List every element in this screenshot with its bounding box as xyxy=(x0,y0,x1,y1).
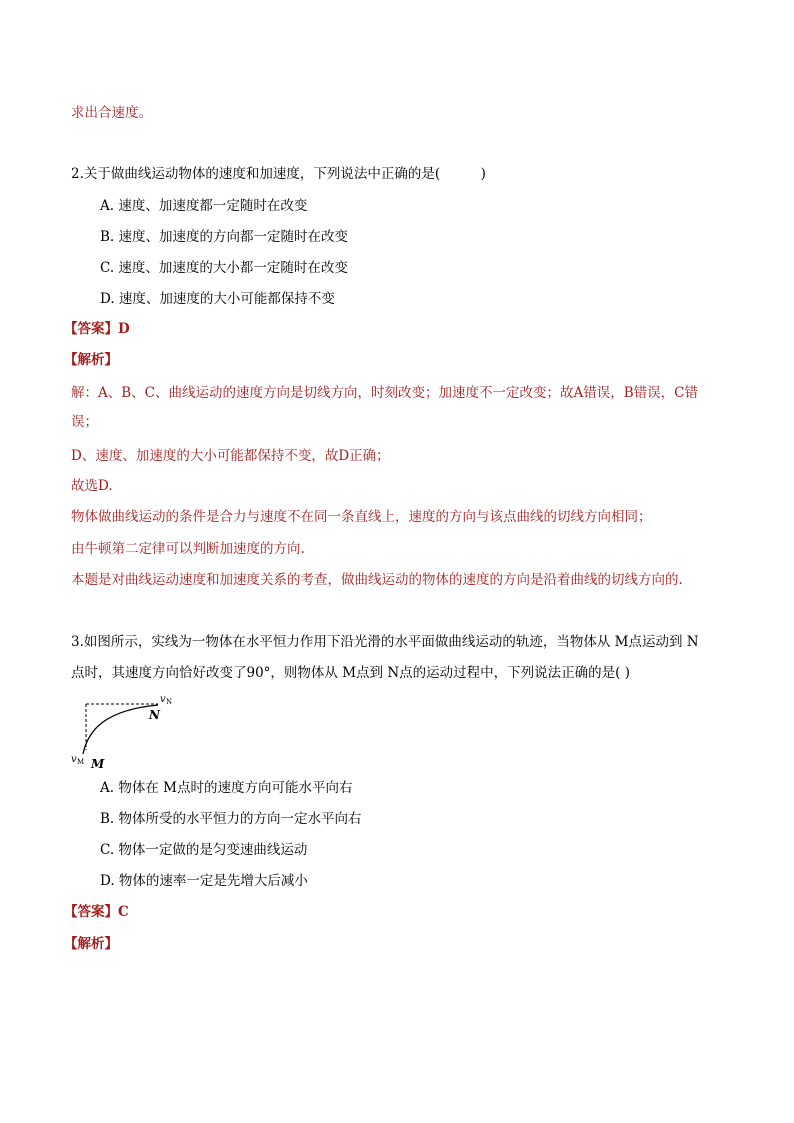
q2-analysis-1: 解：A、B、C、曲线运动的速度方向是切线方向，时刻改变；加速度不一定改变；故A错误，B错误，C错 xyxy=(71,385,698,401)
q2-option-c: C. 速度、加速度的大小都一定随时在改变 xyxy=(100,260,348,276)
q3-option-c: C. 物体一定做的是匀变速曲线运动 xyxy=(100,842,308,858)
q2-answer: 【答案】D xyxy=(64,321,130,337)
q3-option-b: B. 物体所受的水平恒力的方向一定水平向右 xyxy=(100,811,362,827)
label-vN-sub: N xyxy=(166,698,173,706)
label-M: M xyxy=(91,757,105,770)
top-line: 求出合速度。 xyxy=(71,105,152,121)
q2-analysis-5: 由牛顿第二定律可以判断加速度的方向. xyxy=(71,541,305,557)
q2-option-d: D. 速度、加速度的大小可能都保持不变 xyxy=(100,291,335,307)
trajectory-curve xyxy=(83,705,158,754)
q2-analysis-3: 故选D. xyxy=(71,478,113,494)
q3-stem-1: 3.如图所示，实线为一物体在水平恒力作用下沿光滑的水平面做曲线运动的轨迹，当物体从 M点运动到 N xyxy=(71,634,699,650)
q2-analysis-2: D、速度、加速度的大小可能都保持不变，故D正确； xyxy=(71,448,390,464)
q3-option-d: D. 物体的速率一定是先增大后减小 xyxy=(100,873,308,889)
q2-stem: 2.关于做曲线运动物体的速度和加速度，下列说法中正确的是( ) xyxy=(71,166,486,182)
label-N: N xyxy=(149,708,160,722)
q2-analysis-1b: 误； xyxy=(71,414,98,430)
q2-analysis-4: 物体做曲线运动的条件是合力与速度不在同一条直线上，速度的方向与该点曲线的切线方向相同； xyxy=(71,509,652,525)
q3-analysis-title: 【解析】 xyxy=(64,936,118,952)
q2-analysis-6: 本题是对曲线运动速度和加速度关系的考查，做曲线运动的物体的速度的方向是沿着曲线的切线方向的. xyxy=(71,572,683,588)
q3-stem-2: 点时，其速度方向恰好改变了90°，则物体从 M点到 N点的运动过程中，下列说法正确的是( ) xyxy=(71,665,630,681)
q3-option-a: A. 物体在 M点时的速度方向可能水平向右 xyxy=(100,780,353,796)
q2-option-b: B. 速度、加速度的方向都一定随时在改变 xyxy=(100,229,349,245)
q3-answer: 【答案】C xyxy=(64,904,129,920)
label-vM: v xyxy=(71,754,77,765)
label-vN: v xyxy=(160,694,166,705)
label-vM-sub: M xyxy=(77,758,85,766)
q2-analysis-title: 【解析】 xyxy=(64,352,118,368)
q2-option-a: A. 速度、加速度都一定随时在改变 xyxy=(100,198,308,214)
trajectory-figure xyxy=(70,688,190,770)
